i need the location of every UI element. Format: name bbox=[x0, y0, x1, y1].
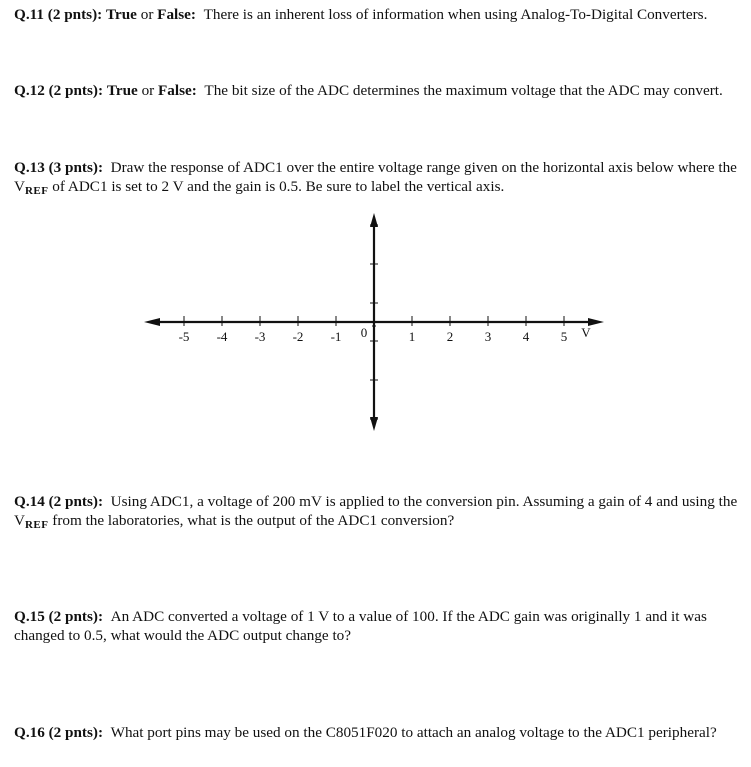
question-16-label: Q.16 (2 pnts): bbox=[14, 724, 104, 741]
x-axis-left-arrow bbox=[144, 318, 160, 326]
question-15-text: An ADC converted a voltage of 1 V to a value of 100. If the ADC gain was originally 1 and it was changed to 0.5, what would the ADC output change to? bbox=[14, 608, 707, 644]
false-word: False: bbox=[158, 82, 197, 99]
false-word: False: bbox=[157, 6, 196, 23]
question-12-label: Q.12 (2 pnts): bbox=[14, 82, 104, 99]
axes-lines bbox=[144, 213, 604, 431]
x-tick-label: 3 bbox=[484, 329, 492, 344]
or-word: or bbox=[140, 6, 154, 23]
vref-subscript: REF bbox=[24, 185, 49, 197]
question-12 bbox=[14, 81, 738, 100]
question-13-text-a: Draw the response of ADC1 over the entire voltage range given on the horizontal axis below where the V bbox=[14, 159, 737, 195]
question-13-text-b: of ADC1 is set to 2 V and the gain is 0.5. Be sure to label the vertical axis. bbox=[48, 178, 505, 195]
question-11 bbox=[14, 5, 738, 24]
axes-labels bbox=[179, 325, 592, 344]
x-tick-label: 0 bbox=[360, 325, 368, 340]
x-tick-label: -2 bbox=[292, 329, 304, 344]
question-14 bbox=[14, 492, 738, 535]
x-axis-unit-label: V bbox=[581, 325, 591, 340]
or-word: or bbox=[141, 82, 155, 99]
vref-subscript: REF bbox=[24, 519, 49, 531]
question-15 bbox=[14, 607, 738, 645]
question-11-text: There is an inherent loss of information when using Analog-To-Digital Converters. bbox=[203, 6, 708, 23]
x-tick-label: 5 bbox=[560, 329, 568, 344]
question-14-text-b: from the laboratories, what is the output of the ADC1 conversion? bbox=[48, 512, 455, 529]
question-12-text: The bit size of the ADC determines the maximum voltage that the ADC may convert. bbox=[204, 82, 723, 99]
true-word: True bbox=[106, 82, 138, 99]
x-tick-label: 4 bbox=[522, 329, 530, 344]
x-tick-label: -4 bbox=[216, 329, 228, 344]
question-11-label: Q.11 (2 pnts): bbox=[14, 6, 103, 23]
question-13 bbox=[14, 158, 738, 201]
x-tick-label: -5 bbox=[178, 329, 190, 344]
true-word: True bbox=[105, 6, 137, 23]
x-tick-label: -3 bbox=[254, 329, 266, 344]
question-13-label: Q.13 (3 pnts): bbox=[14, 159, 104, 176]
x-tick-label: 2 bbox=[446, 329, 454, 344]
question-14-label: Q.14 (2 pnts): bbox=[14, 493, 104, 510]
voltage-axes-figure bbox=[0, 205, 751, 437]
question-14-text-a: Using ADC1, a voltage of 200 mV is applied to the conversion pin. Assuming a gain of 4 and using the V bbox=[14, 493, 738, 529]
x-tick-label: 1 bbox=[408, 329, 416, 344]
question-16 bbox=[14, 723, 738, 742]
question-16-text: What port pins may be used on the C8051F020 to attach an analog voltage to the ADC1 peripheral? bbox=[110, 724, 717, 741]
x-tick-label: -1 bbox=[330, 329, 342, 344]
question-15-label: Q.15 (2 pnts): bbox=[14, 608, 104, 625]
